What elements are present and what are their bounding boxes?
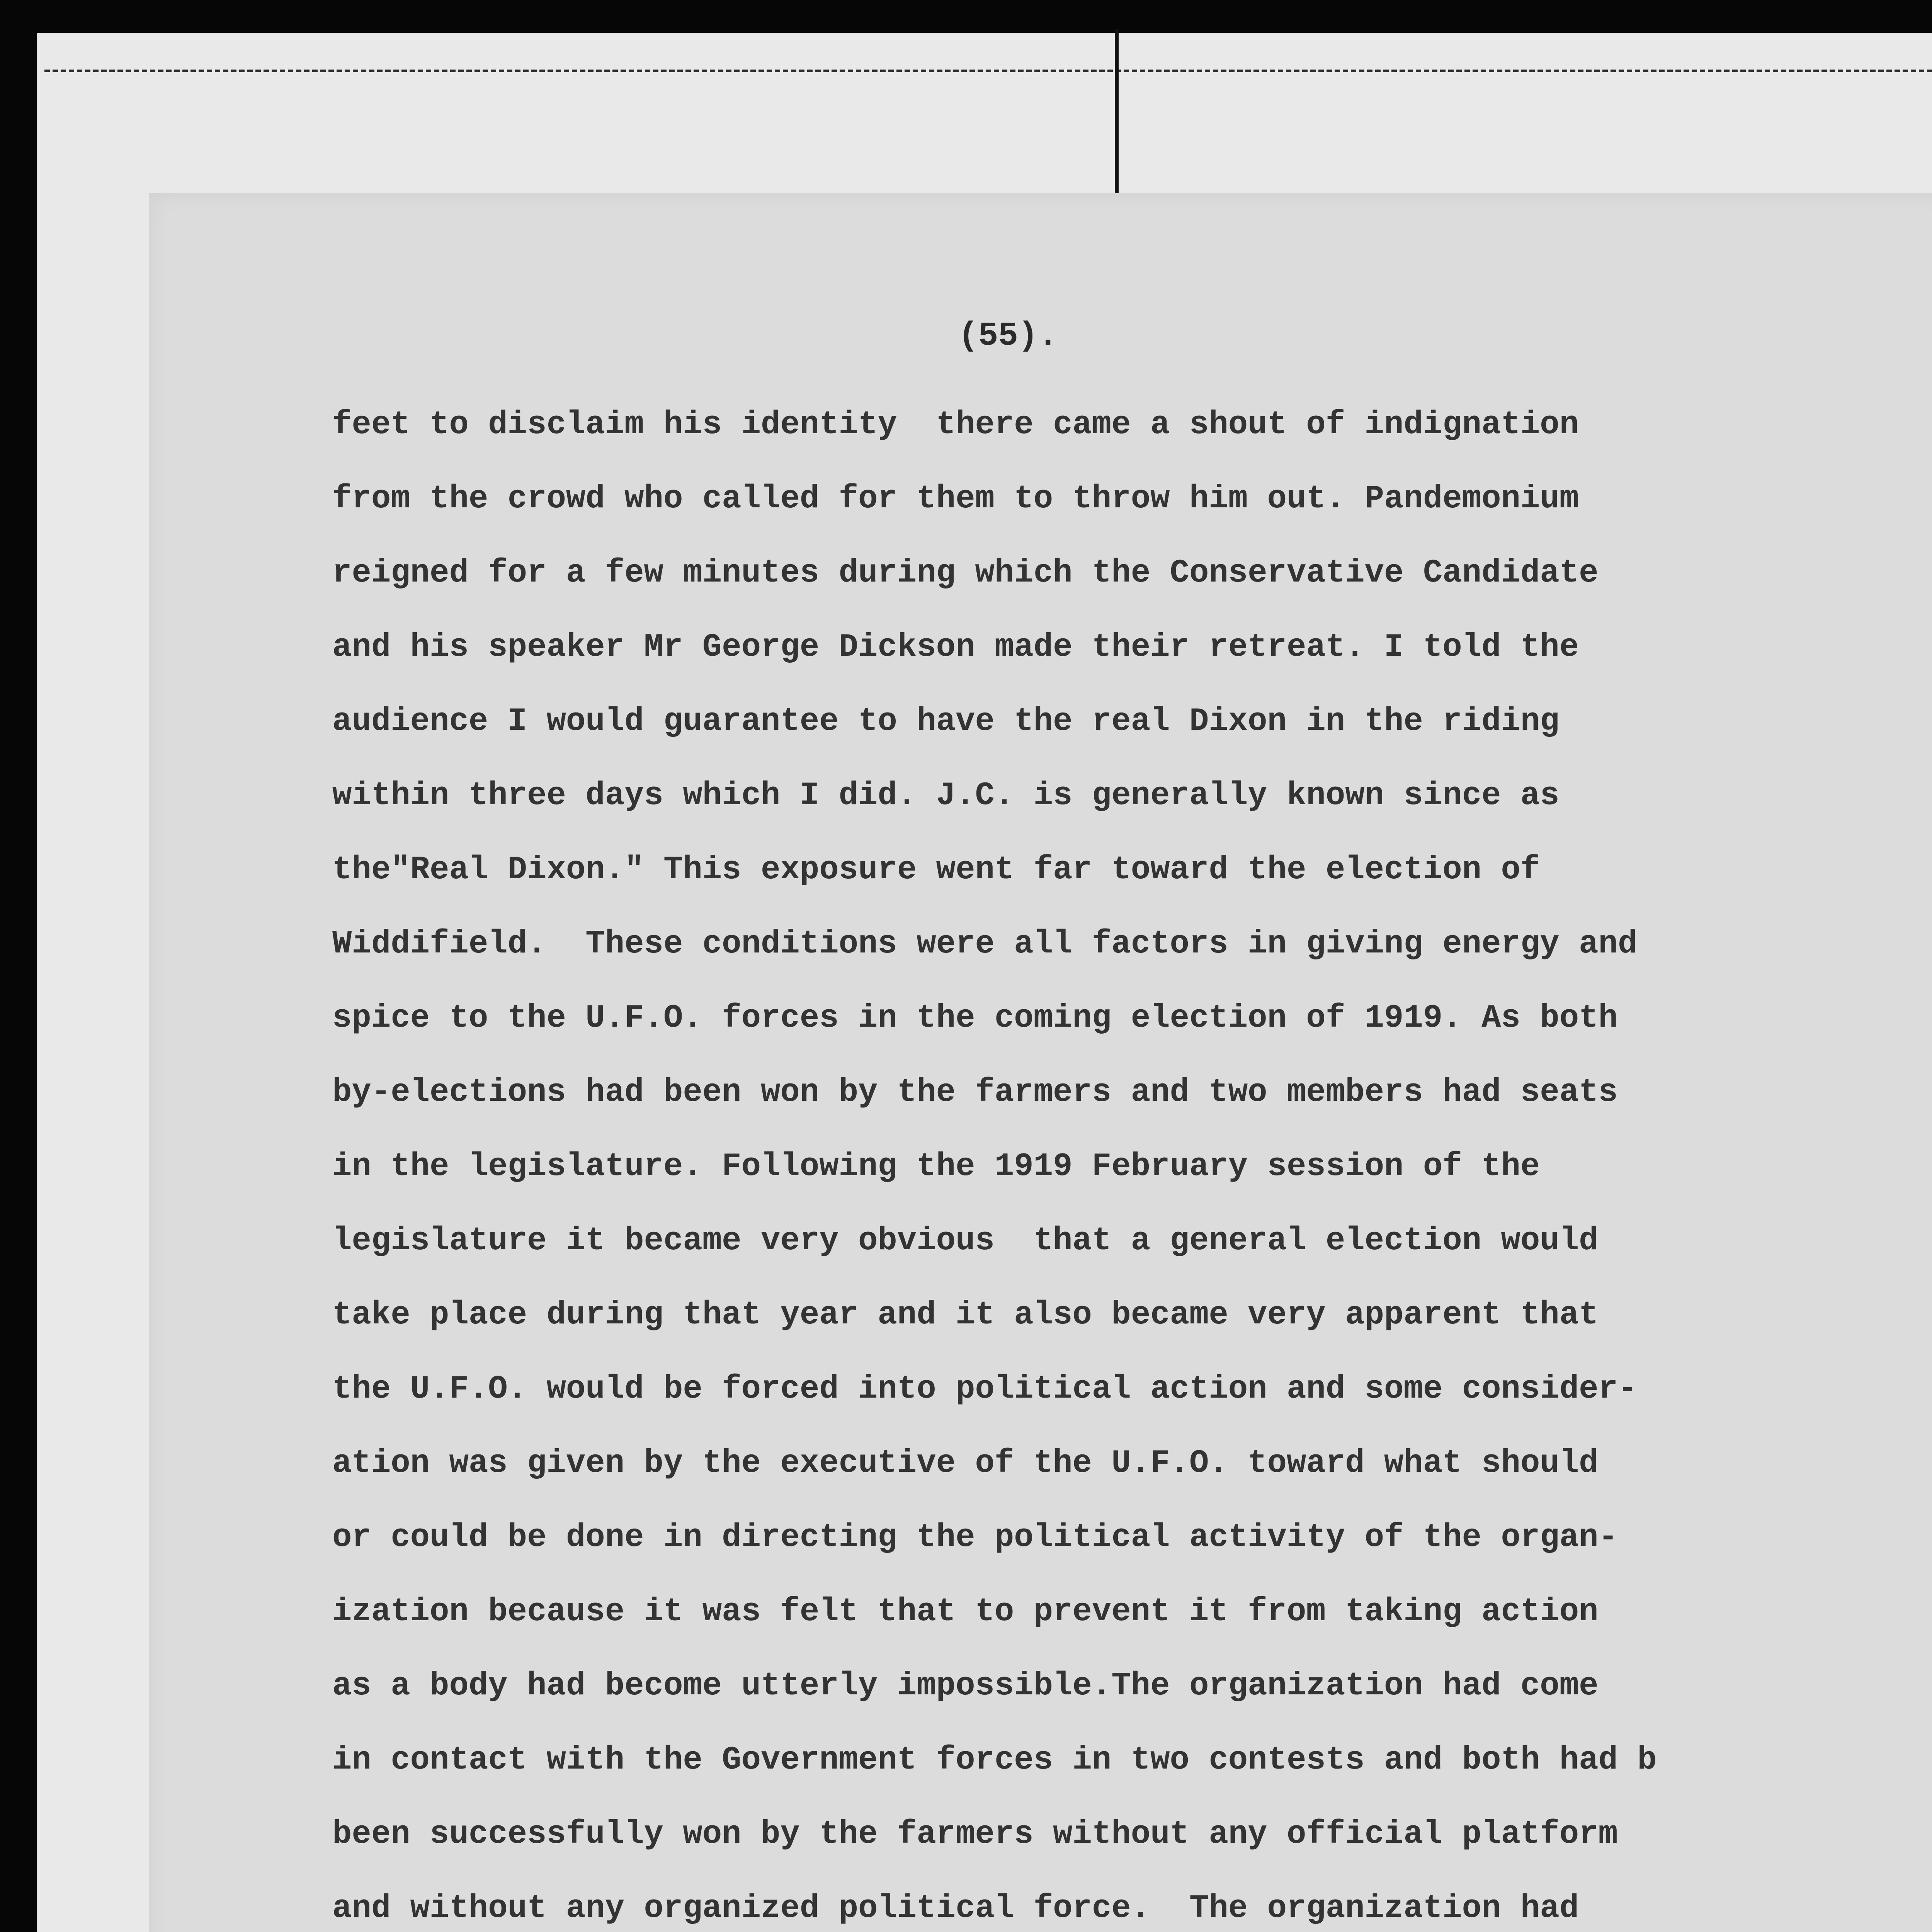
text-line: been successfully won by the farmers without any official platform <box>332 1816 1618 1853</box>
text-line: reigned for a few minutes during which the Conservative Candidate <box>332 555 1599 592</box>
text-line: and his speaker Mr George Dickson made their retreat. I told the <box>332 629 1579 666</box>
text-line: ation was given by the executive of the U.F.O. toward what should <box>332 1445 1599 1482</box>
page-number: (55). <box>958 317 1058 355</box>
text-line: or could be done in directing the political activity of the organ- <box>332 1519 1618 1556</box>
text-line: feet to disclaim his identity there came a shout of indignation <box>332 406 1579 443</box>
text-line: the U.F.O. would be forced into political action and some consider- <box>332 1371 1638 1408</box>
center-fold-line <box>1115 29 1119 195</box>
text-line: in the legislature. Following the 1919 February session of the <box>332 1148 1540 1185</box>
text-line: as a body had become utterly impossible.The organization had come <box>332 1668 1599 1704</box>
text-line: audience I would guarantee to have the real Dixon in the riding <box>332 703 1560 740</box>
text-line: legislature it became very obvious that a general election would <box>332 1223 1599 1259</box>
text-line: in contact with the Government forces in two contests and both had b <box>332 1742 1657 1779</box>
crop-guide-top <box>44 70 1932 72</box>
text-line: and without any organized political force. The organization had <box>332 1890 1579 1927</box>
text-line: ization because it was felt that to prevent it from taking action <box>332 1594 1599 1630</box>
text-line: the"Real Dixon." This exposure went far toward the election of <box>332 852 1540 888</box>
text-line: by-elections had been won by the farmers and two members had seats <box>332 1074 1618 1111</box>
text-line: within three days which I did. J.C. is generally known since as <box>332 777 1560 814</box>
text-line: Widdifield. These conditions were all factors in giving energy and <box>332 926 1638 963</box>
text-line: spice to the U.F.O. forces in the coming election of 1919. As both <box>332 1000 1618 1037</box>
text-line: take place during that year and it also became very apparent that <box>332 1297 1599 1333</box>
text-line: from the crowd who called for them to throw him out. Pandemonium <box>332 481 1579 517</box>
